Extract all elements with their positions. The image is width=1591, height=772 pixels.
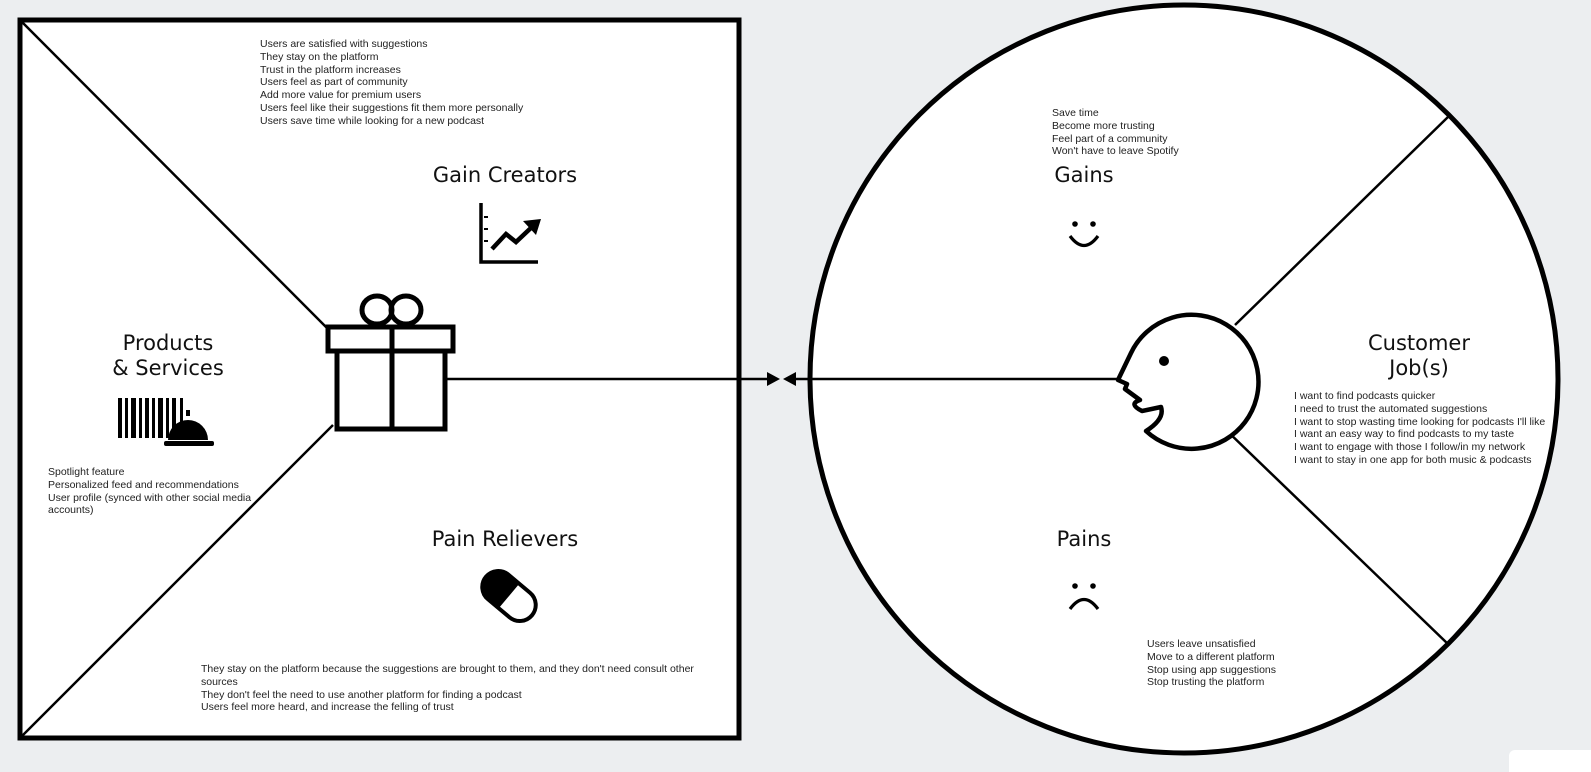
list-item: They stay on the platform	[260, 50, 379, 63]
products-services-title: Products & Services	[112, 331, 224, 380]
list-item: Add more value for premium users	[260, 89, 422, 102]
gains-list	[1052, 107, 1179, 158]
gain-creators-title: Gain Creators	[432, 163, 578, 187]
list-item: I want an easy way to find podcasts to my taste	[1294, 428, 1515, 441]
connector-arrowhead-right	[767, 372, 780, 386]
list-item: Spotlight feature	[48, 466, 125, 478]
list-item: Users are satisfied with suggestions	[260, 38, 428, 50]
corner-panel	[1509, 750, 1591, 772]
pain-relievers-list	[201, 663, 706, 714]
list-item: Personalized feed and recommendations	[48, 478, 239, 491]
list-item: Trust in the platform increases	[260, 63, 401, 76]
pain-relievers-title: Pain Relievers	[431, 527, 579, 551]
products-services-list	[48, 466, 268, 517]
list-item: Stop trusting the platform	[1147, 676, 1265, 689]
list-item: Users feel more heard, and increase the felling of trust	[201, 701, 454, 714]
list-item: I want to stop wasting time looking for podcasts I'll like	[1294, 415, 1546, 428]
list-item: They don't feel the need to use another platform for finding a podcast	[201, 688, 522, 701]
list-item: Feel part of a community	[1052, 132, 1168, 145]
list-item: Stop using app suggestions	[1147, 663, 1277, 676]
list-item: Won't have to leave Spotify	[1052, 145, 1179, 158]
gains-title: Gains	[1054, 163, 1114, 187]
list-item: They stay on the platform because the suggestions are brought to them, and they don't need consult other sources	[201, 663, 694, 688]
list-item: Users feel like their suggestions fit them more personally	[260, 101, 524, 114]
list-item: I want to find podcasts quicker	[1294, 390, 1436, 402]
pains-title: Pains	[1056, 527, 1112, 551]
list-item: User profile (synced with other social media accounts)	[48, 491, 252, 517]
list-item: Users feel as part of community	[260, 76, 408, 89]
connector-arrowhead-left	[783, 372, 796, 386]
list-item: Users leave unsatisfied	[1147, 638, 1256, 650]
customer-jobs-title: Customer Job(s)	[1367, 331, 1470, 380]
list-item: Users save time while looking for a new podcast	[260, 114, 485, 127]
list-item: I want to engage with those I follow/in my network	[1294, 441, 1526, 454]
list-item: Move to a different platform	[1147, 650, 1275, 663]
list-item: I want to stay in one app for both music & podcasts	[1294, 453, 1532, 466]
list-item: Become more trusting	[1052, 119, 1155, 132]
pains-list	[1147, 638, 1276, 689]
list-item: Save time	[1052, 107, 1099, 119]
gain-creators-list	[260, 38, 523, 128]
list-item: I need to trust the automated suggestions	[1294, 402, 1488, 415]
customer-jobs-list	[1294, 390, 1545, 467]
